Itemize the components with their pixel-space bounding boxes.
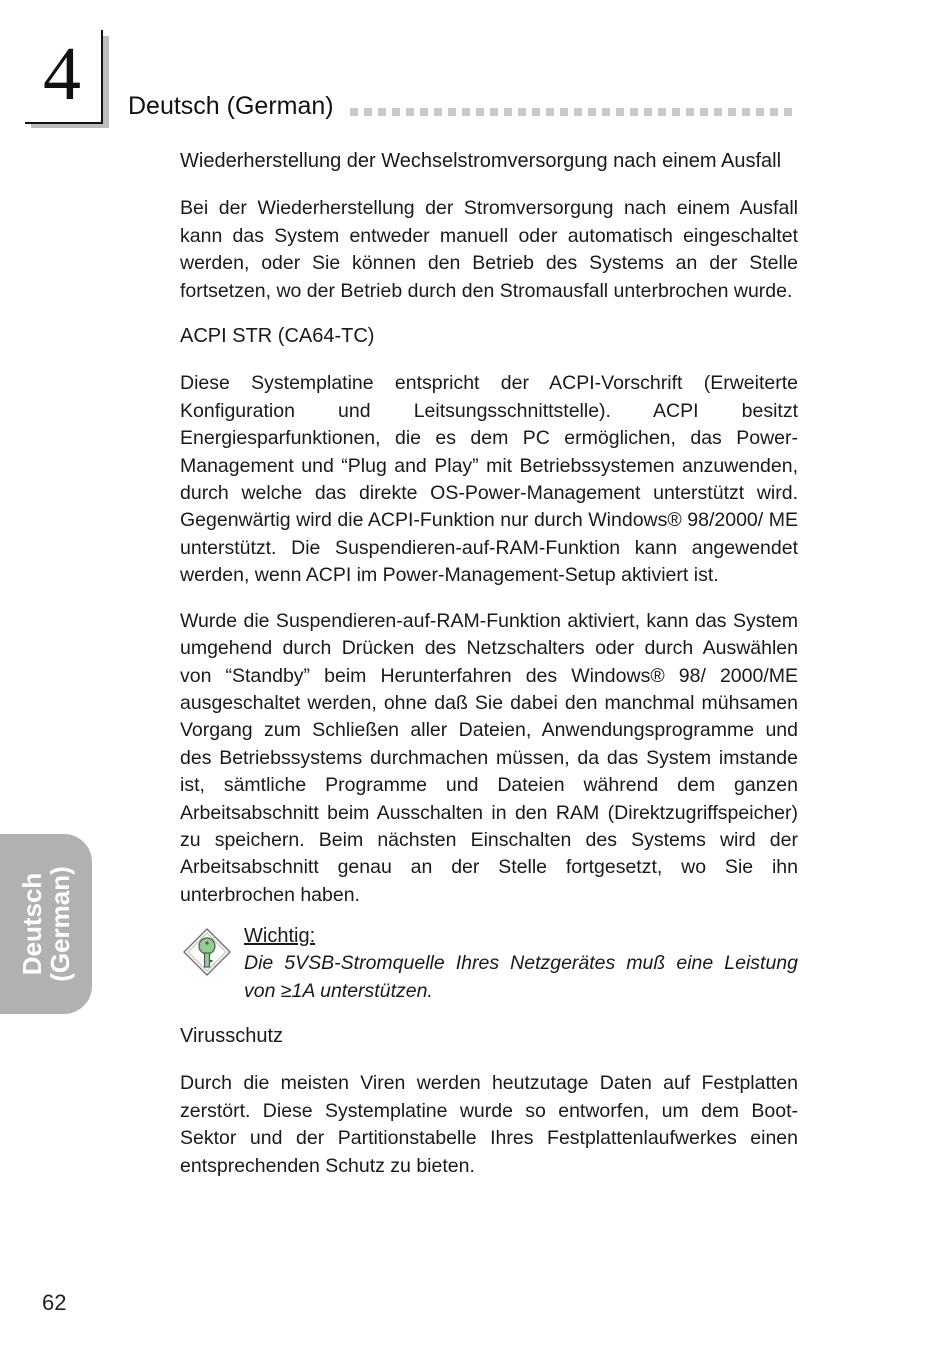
title-rule-dot xyxy=(672,108,680,116)
title-rule-dot xyxy=(616,108,624,116)
title-rule-dot xyxy=(378,108,386,116)
title-rule-dot xyxy=(588,108,596,116)
title-rule-dot xyxy=(644,108,652,116)
title-rule-dot xyxy=(728,108,736,116)
side-tab-label xyxy=(18,866,74,982)
title-rule-dot xyxy=(560,108,568,116)
page-number: 62 xyxy=(42,1290,67,1315)
side-tab-line2: (German) xyxy=(45,866,75,982)
title-rule-dot xyxy=(574,108,582,116)
title-rule-dot xyxy=(546,108,554,116)
chapter-number: 4 xyxy=(43,32,81,116)
page-content xyxy=(180,148,798,1198)
chapter-number-box xyxy=(25,30,103,122)
title-rule-dot xyxy=(392,108,400,116)
title-rule-dot xyxy=(700,108,708,116)
note-text: Die 5VSB-Stromquelle Ihres Netzgerätes muß eine Leistung von ≥1A unterstützen. xyxy=(244,952,798,1002)
section-heading-power-recovery: Wiederherstellung der Wechselstromversorgung nach einem Ausfall xyxy=(180,150,782,172)
title-rule-dot xyxy=(350,108,358,116)
title-dotted-rule xyxy=(350,108,798,118)
important-note xyxy=(180,923,798,1005)
title-rule-dot xyxy=(434,108,442,116)
title-rule-dot xyxy=(364,108,372,116)
chapter-title: Deutsch (German) xyxy=(128,92,334,120)
section-heading-acpi: ACPI STR (CA64-TC) xyxy=(180,325,375,348)
language-side-tab xyxy=(0,834,92,1014)
title-rule-dot xyxy=(658,108,666,116)
title-rule-dot xyxy=(420,108,428,116)
title-rule-dot xyxy=(714,108,722,116)
title-rule-dot xyxy=(770,108,778,116)
key-icon xyxy=(182,927,232,977)
title-rule-dot xyxy=(742,108,750,116)
side-tab-line1: Deutsch xyxy=(17,872,47,976)
title-rule-dot xyxy=(686,108,694,116)
section-heading-virus: Virusschutz xyxy=(180,1024,284,1047)
title-rule-dot xyxy=(518,108,526,116)
title-rule-dot xyxy=(784,108,792,116)
title-rule-dot xyxy=(532,108,540,116)
title-rule-dot xyxy=(476,108,484,116)
title-rule-dot xyxy=(462,108,470,116)
paragraph-power-recovery: Bei der Wiederherstellung der Stromversorgung nach einem Ausfall kann das System entweder manuell oder automatisch eingeschaltet werden, oder Sie können den Betrieb des Systems an der Stelle fortsetzen, wo der Betrieb durch den Stromausfall unterbrochen wurde. xyxy=(180,197,798,302)
title-rule-dot xyxy=(406,108,414,116)
paragraph-acpi-intro: Diese Systemplatine entspricht der ACPI-Vorschrift (Erweiterte Konfiguration und Leitsungsschnittstelle). ACPI besitzt Energiesparfunktionen, die es dem PC ermöglichen, das Power-Management und “Plug and Play” mit Betriebssystemen anzuwenden, durch welche das direkte OS-Power-Management unterstützt wird. Gegenwärtig wird die ACPI-Funktion nur durch Windows® 98/2000/ ME unterstützt. Die Suspendieren-auf-RAM-Funktion kann angewendet werden, wenn ACPI im Power-Management-Setup aktiviert ist. xyxy=(180,372,798,587)
title-rule-dot xyxy=(756,108,764,116)
title-rule-dot xyxy=(504,108,512,116)
title-rule-dot xyxy=(490,108,498,116)
title-rule-dot xyxy=(448,108,456,116)
paragraph-acpi-str: Wurde die Suspendieren-auf-RAM-Funktion aktiviert, kann das System umgehend durch Drücken des Netzschalters oder durch Auswählen von “Standby” beim Herunterfahren des Windows® 98/ 2000/ME ausgeschaltet werden, ohne daß Sie dabei den manchmal mühsamen Vorgang zum Schließen aller Dateien, Anwendungsprogramme und des Betriebssystems durchmachen müssen, da das System imstande ist, sämtliche Programme und Dateien während dem ganzen Arbeitsabschnitt beim Ausschalten in den RAM (Direktzugriffspeicher) zu speichern. Beim nächsten Einschalten des Systems wird der Arbeitsabschnitt genau an der Stelle fortgesetzt, wo Sie ihn unterbrochen haben. xyxy=(180,609,798,906)
note-title: Wichtig: xyxy=(244,925,316,948)
title-rule-dot xyxy=(630,108,638,116)
paragraph-virus: Durch die meisten Viren werden heutzutage Daten auf Festplatten zerstört. Diese Systemplatine wurde so entworfen, um dem Boot-Sektor und der Partitionstabelle Ihres Festplattenlaufwerkes einen entsprechenden Schutz zu bieten. xyxy=(180,1072,798,1177)
title-rule-dot xyxy=(602,108,610,116)
